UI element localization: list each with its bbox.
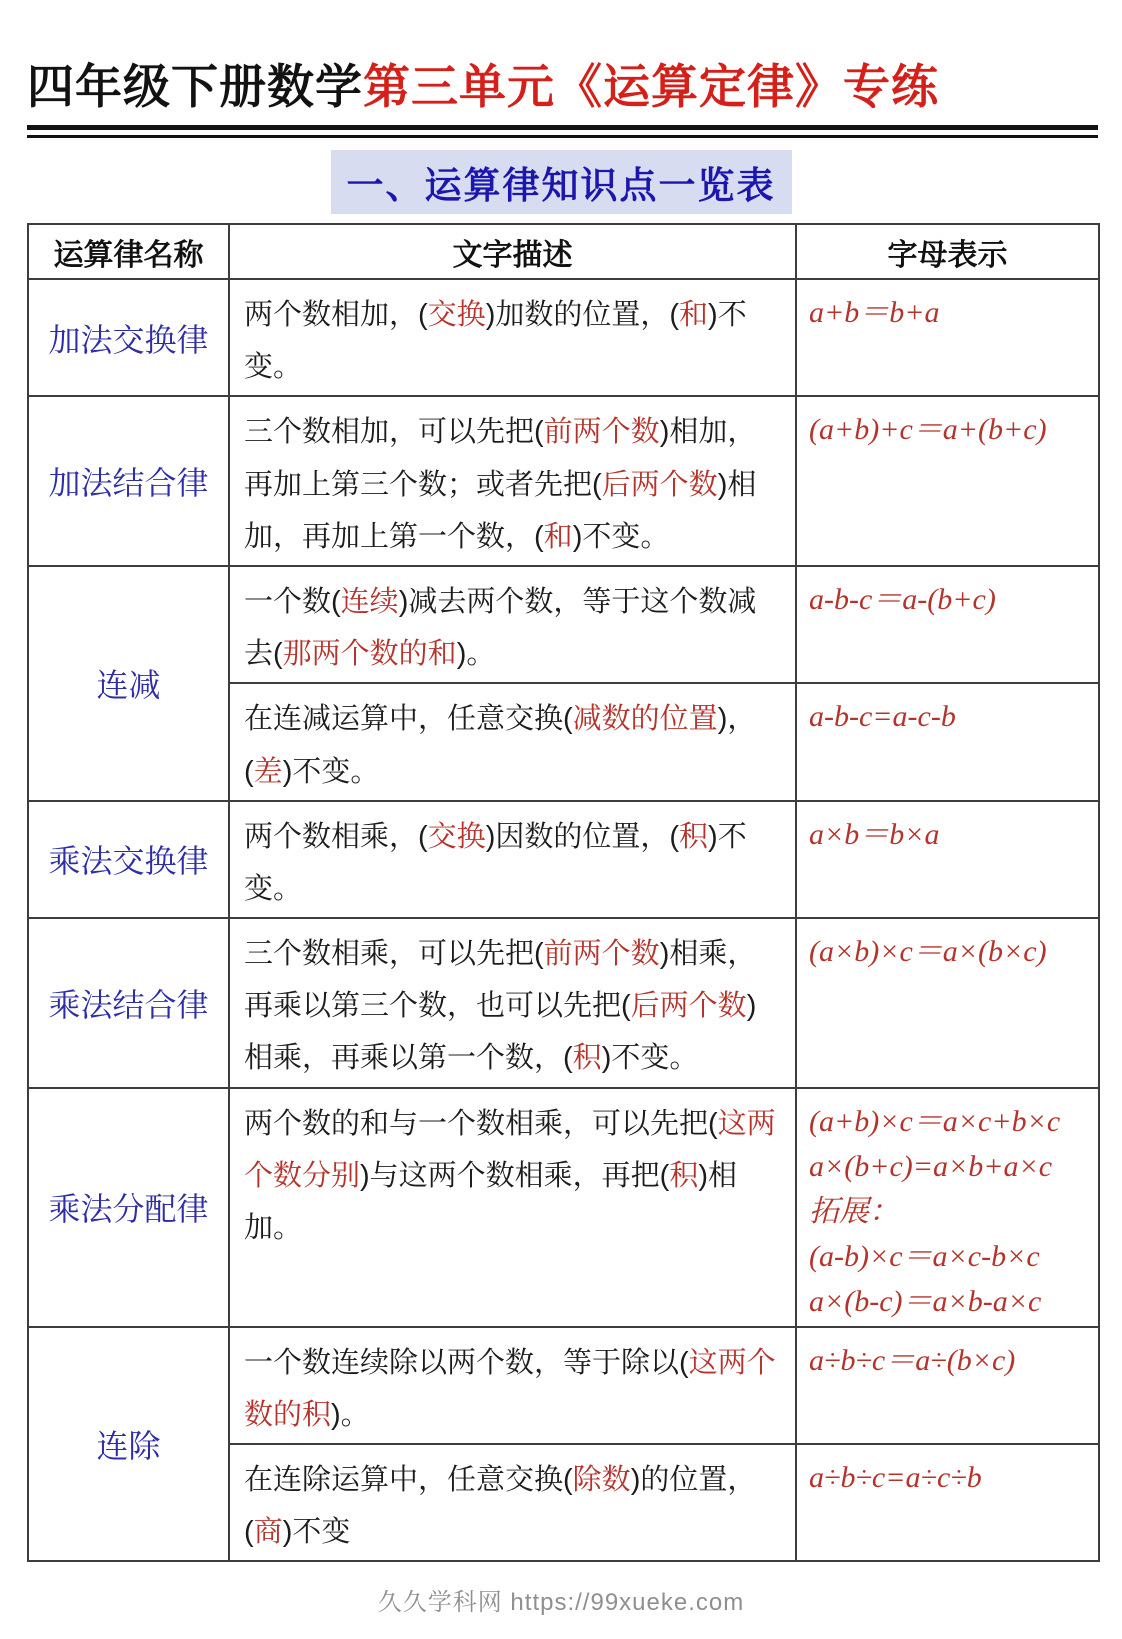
formula-line: a÷b÷c＝a÷(b×c) xyxy=(809,1343,1016,1377)
page-title-black-part: 四年级下册数学 xyxy=(27,60,363,113)
section-heading: 一、运算律知识点一览表 xyxy=(331,150,792,214)
table-row-multiplication-associative xyxy=(28,918,1099,1088)
table-row-serial-subtraction-1 xyxy=(28,566,1099,683)
formula-line: (a×b)×c＝a×(b×c) xyxy=(809,935,1047,969)
formula-line: 拓展： xyxy=(809,1194,899,1228)
operation-laws-table xyxy=(27,223,1100,1562)
law-formula xyxy=(796,918,1099,1088)
col-header-formula: 字母表示 xyxy=(796,224,1099,279)
law-formula xyxy=(796,1444,1099,1561)
law-name: 乘法分配律 xyxy=(28,1088,229,1327)
col-header-law-name: 运算律名称 xyxy=(28,224,229,279)
table-row-addition-associative xyxy=(28,396,1099,566)
table-row-multiplication-distributive xyxy=(28,1088,1099,1327)
law-name: 加法交换律 xyxy=(28,279,229,396)
formula-line: a×(b+c)=a×b+a×c xyxy=(809,1149,1053,1183)
formula-line: a-b-c=a-c-b xyxy=(809,700,956,734)
law-name: 加法结合律 xyxy=(28,396,229,566)
page-footer: 久久学科网 https://99xueke.com xyxy=(377,1589,745,1616)
law-name: 乘法结合律 xyxy=(28,918,229,1088)
law-description: 一个数(连续)减去两个数，等于这个数减去(那两个数的和)。 xyxy=(229,566,796,683)
formula-line: a+b＝b+a xyxy=(809,296,940,329)
law-description: 在连减运算中，任意交换(减数的位置)，(差)不变。 xyxy=(229,683,796,800)
law-formula xyxy=(796,683,1099,800)
law-description: 在连除运算中，任意交换(除数)的位置，(商)不变 xyxy=(229,1444,796,1561)
table-row-addition-commutative xyxy=(28,279,1099,396)
law-description: 两个数相乘，(交换)因数的位置，(积)不变。 xyxy=(229,801,796,918)
law-formula xyxy=(796,396,1099,566)
formula-line: a×(b-c)＝a×b-a×c xyxy=(809,1284,1042,1318)
formula-line: a×b＝b×a xyxy=(809,817,940,851)
law-formula xyxy=(796,1088,1099,1327)
page-title-red-part: 第三单元《运算定律》专练 xyxy=(363,60,939,113)
law-name: 连减 xyxy=(28,566,229,801)
law-description: 两个数的和与一个数相乘，可以先把(这两个数分别)与这两个数相乘，再把(积)相加。 xyxy=(229,1088,796,1327)
title-divider xyxy=(27,125,1098,138)
table-row-multiplication-commutative xyxy=(28,801,1099,918)
law-formula xyxy=(796,801,1099,918)
table-row-serial-division-1 xyxy=(28,1327,1099,1444)
formula-line: (a+b)×c＝a×c+b×c xyxy=(809,1104,1061,1138)
law-description: 三个数相乘，可以先把(前两个数)相乘，再乘以第三个数，也可以先把(后两个数)相乘，再乘以第一个数，(积)不变。 xyxy=(229,918,796,1088)
law-description: 三个数相加，可以先把(前两个数)相加，再加上第三个数；或者先把(后两个数)相加，再加上第一个数，(和)不变。 xyxy=(229,396,796,566)
formula-line: (a+b)+c＝a+(b+c) xyxy=(809,413,1047,447)
page-title xyxy=(27,50,1098,117)
law-formula xyxy=(796,566,1099,683)
law-description: 一个数连续除以两个数，等于除以(这两个数的积)。 xyxy=(229,1327,796,1444)
formula-line: a÷b÷c=a÷c÷b xyxy=(809,1461,982,1494)
table-header-row xyxy=(28,224,1099,279)
law-formula xyxy=(796,1327,1099,1444)
formula-line: (a-b)×c＝a×c-b×c xyxy=(809,1239,1040,1273)
law-description: 两个数相加，(交换)加数的位置，(和)不变。 xyxy=(229,279,796,396)
section-heading-row xyxy=(0,150,1122,214)
law-name: 乘法交换律 xyxy=(28,801,229,918)
col-header-description: 文字描述 xyxy=(229,224,796,279)
law-formula xyxy=(796,279,1099,396)
formula-line: a-b-c＝a-(b+c) xyxy=(809,582,996,616)
law-name: 连除 xyxy=(28,1327,229,1562)
